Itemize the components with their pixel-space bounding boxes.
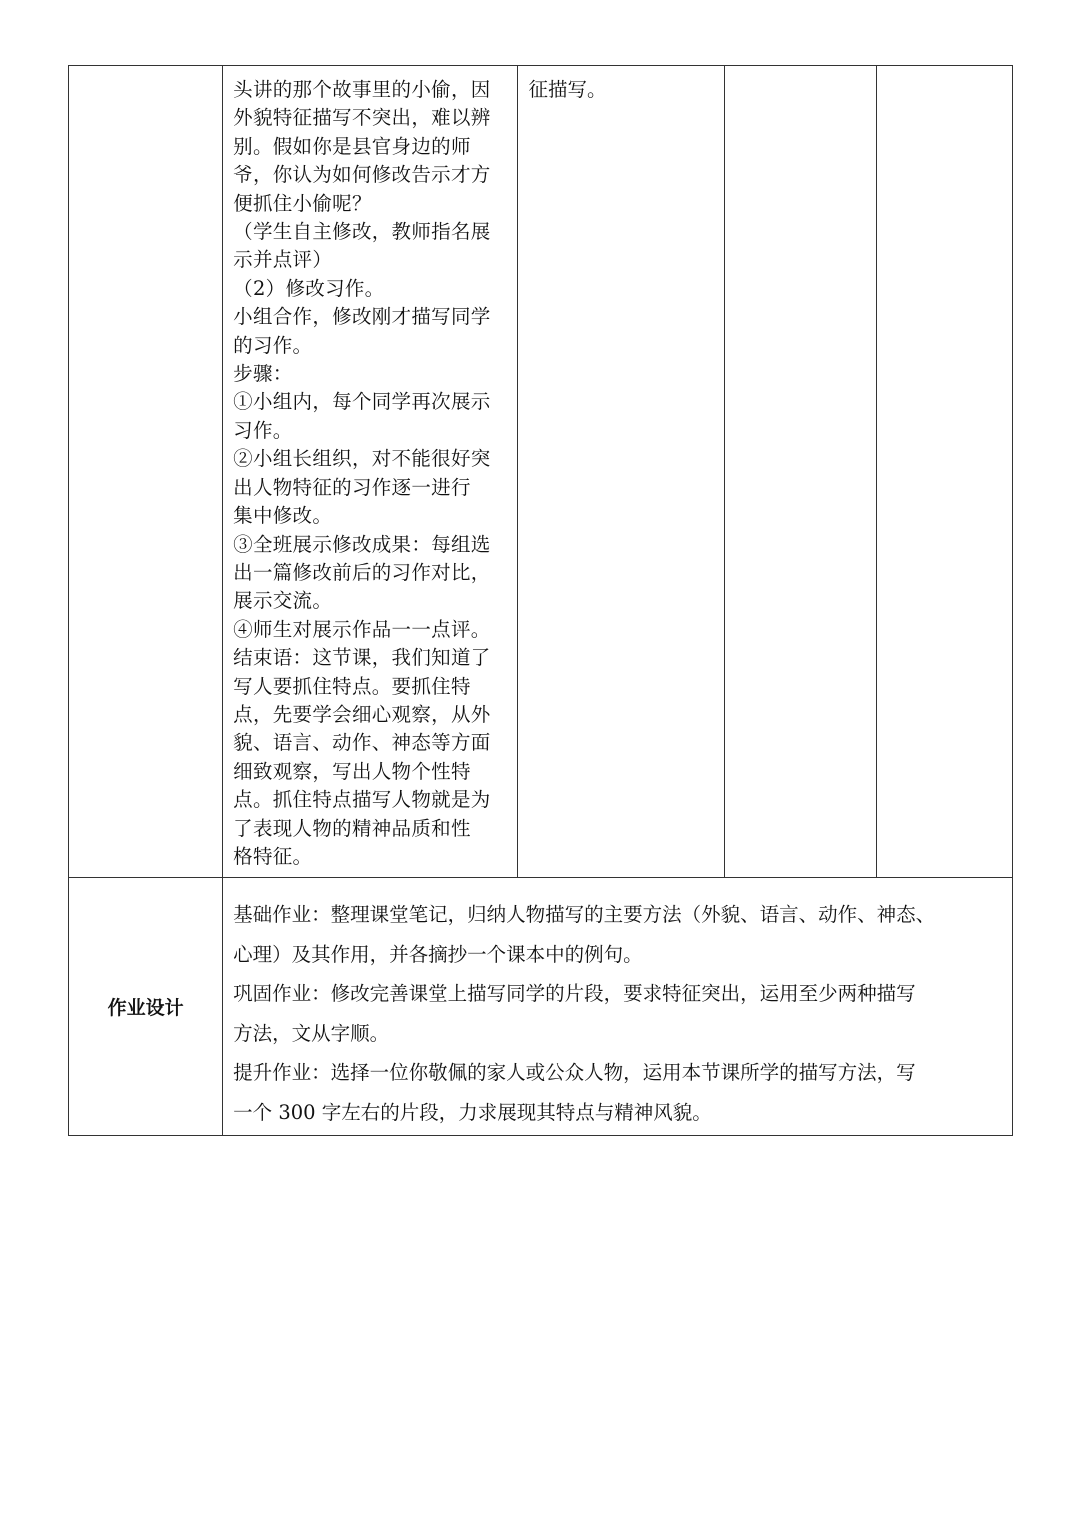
process-line: （学生自主修改，教师指名展 (233, 220, 491, 244)
homework-row (69, 878, 1013, 1136)
process-line: 别。假如你是县官身边的师 (233, 134, 471, 158)
process-line: 示并点评） (233, 248, 333, 272)
process-line: 便抓住小偷呢？ (233, 191, 372, 215)
process-line: 细致观察，写出人物个性特 (233, 759, 471, 783)
section-label-cell (69, 66, 223, 878)
homework-line: 提升作业：选择一位你敬佩的家人或公众人物，运用本节课所学的描写方法，写 (233, 1061, 916, 1084)
process-line: 点，先要学会细心观察，从外 (233, 702, 491, 726)
process-line: 展示交流。 (233, 589, 333, 613)
process-line: （2）修改习作。 (233, 276, 385, 300)
lesson-plan-table (68, 65, 1013, 1136)
homework-content-cell (223, 878, 1013, 1136)
teaching-process-cell (223, 66, 518, 878)
continued-row (69, 66, 1013, 878)
homework-line: 巩固作业：修改完善课堂上描写同学的片段，要求特征突出，运用至少两种描写 (233, 982, 916, 1005)
empty-cell (876, 66, 1012, 878)
process-line: 步骤： (233, 362, 293, 386)
process-line: ③全班展示修改成果：每组选 (233, 532, 491, 556)
process-line: 集中修改。 (233, 504, 333, 528)
process-line: 出人物特征的习作逐一进行 (233, 475, 471, 499)
design-intent-text: 征描写。 (528, 78, 607, 101)
process-line: ②小组长组织，对不能很好突 (233, 447, 491, 471)
process-line: 的习作。 (233, 333, 313, 357)
process-line: ①小组内，每个同学再次展示 (233, 390, 491, 414)
process-line: 结束语：这节课，我们知道了 (233, 646, 491, 670)
homework-line: 一个 300 字左右的片段，力求展现其特点与精神风貌。 (233, 1100, 712, 1124)
design-intent-cell (518, 66, 724, 878)
empty-cell (724, 66, 876, 878)
process-line: 外貌特征描写不突出，难以辨 (233, 106, 491, 130)
process-line: 格特征。 (233, 844, 313, 868)
homework-line: 方法，文从字顺。 (233, 1021, 390, 1045)
process-line: 出一篇修改前后的习作对比， (233, 560, 491, 584)
process-line: 爷，你认为如何修改告示才方 (233, 163, 491, 187)
homework-line: 基础作业：整理课堂笔记，归纳人物描写的主要方法（外貌、语言、动作、神态、 (233, 903, 936, 926)
teaching-process-text (223, 66, 517, 871)
process-line: 了表现人物的精神品质和性 (233, 816, 471, 840)
homework-line: 心理）及其作用，并各摘抄一个课本中的例句。 (233, 942, 643, 966)
process-line: 写人要抓住特点。要抓住特 (233, 674, 471, 698)
process-line: 貌、语言、动作、神态等方面 (233, 731, 491, 755)
process-line: ④师生对展示作品一一点评。 (233, 617, 491, 641)
process-line: 头讲的那个故事里的小偷，因 (233, 78, 491, 101)
process-line: 点。抓住特点描写人物就是为 (233, 788, 491, 812)
homework-text (223, 878, 1012, 1132)
process-line: 习作。 (233, 418, 293, 442)
process-line: 小组合作，修改刚才描写同学 (233, 305, 491, 329)
homework-label: 作业设计 (69, 878, 223, 1136)
